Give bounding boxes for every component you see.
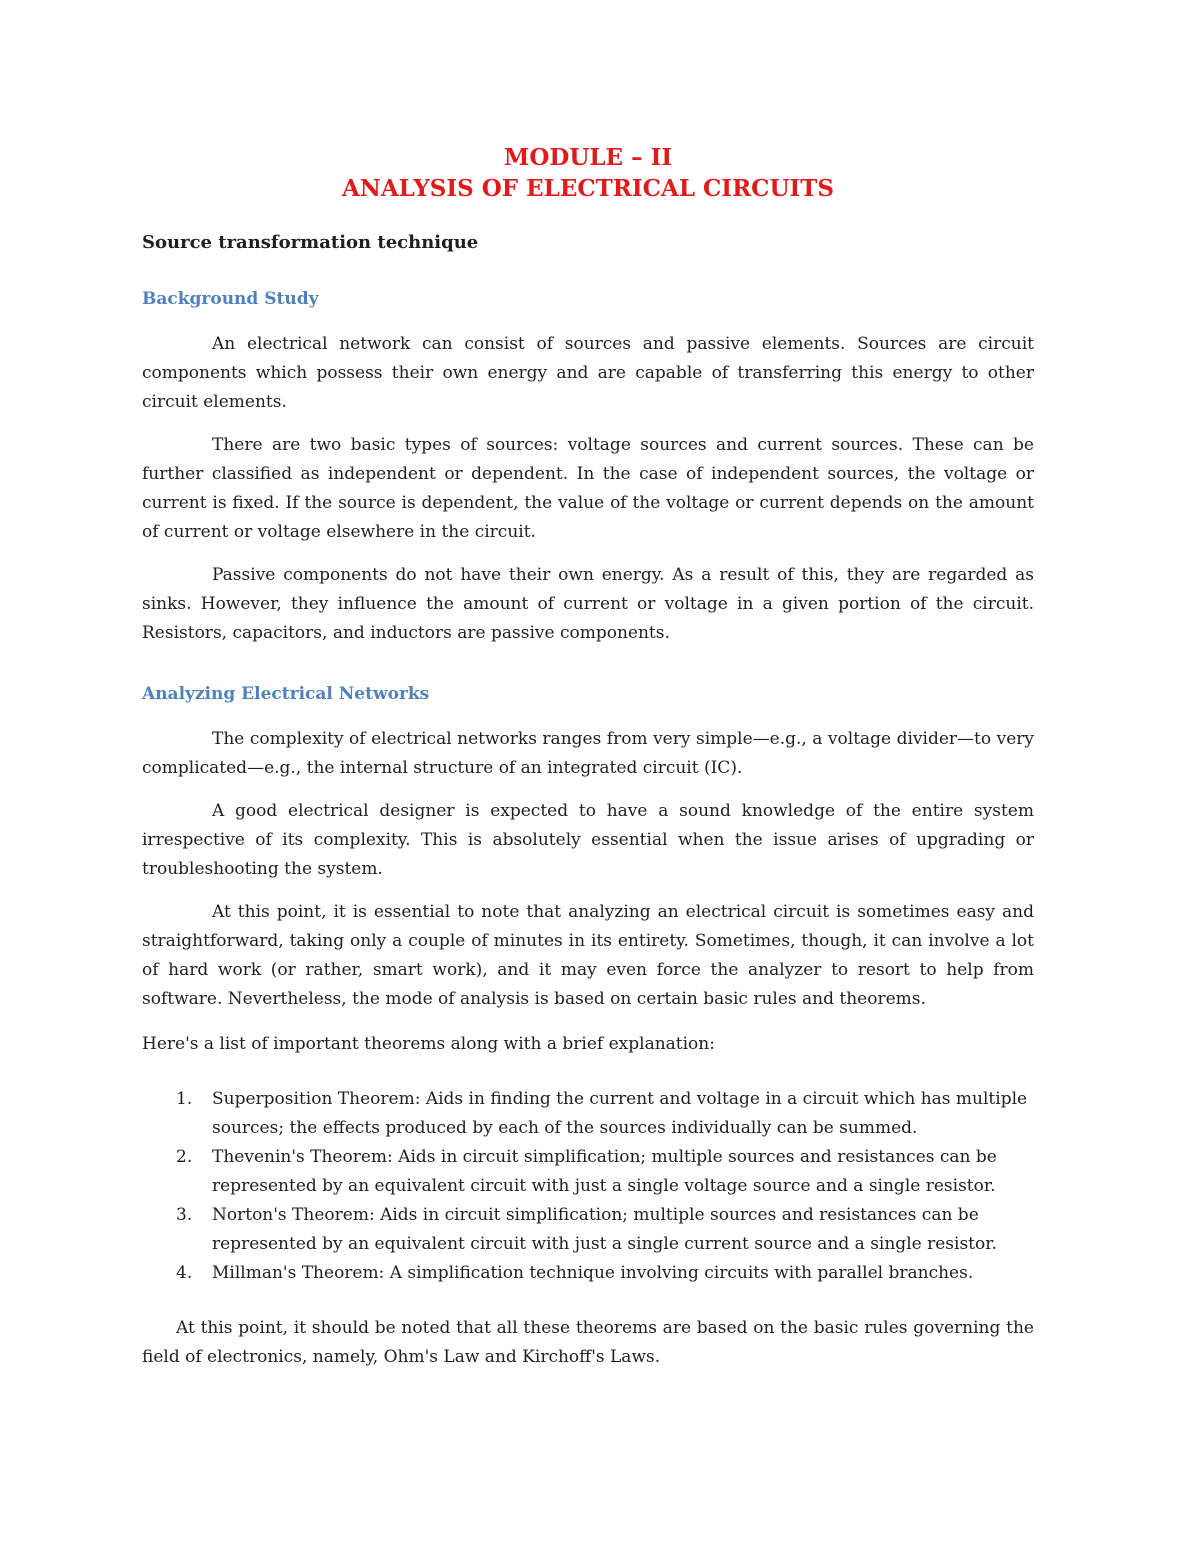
background-paragraph-1: An electrical network can consist of sources and passive elements. Sources are circuit components which possess their own energy and are capable of transferring this energy to other circuit elements.	[142, 334, 1034, 412]
list-item-number: 2.	[176, 1147, 193, 1167]
closing-paragraph: At this point, it should be noted that all these theorems are based on the basic rules governing the field of electronics, namely, Ohm's Law and Kirchoff's Laws.	[142, 1318, 1034, 1367]
list-item	[142, 1143, 1056, 1201]
list-item-text: Norton's Theorem: Aids in circuit simplification; multiple sources and resistances can be represented by an equivalent circuit with just a single current source and a single resistor.	[212, 1205, 997, 1254]
list-item-number: 3.	[176, 1205, 193, 1225]
analyzing-paragraph-1: The complexity of electrical networks ranges from very simple—e.g., a voltage divider—to very complicated—e.g., the internal structure of an integrated circuit (IC).	[142, 729, 1034, 778]
list-item-number: 4.	[176, 1263, 193, 1283]
analyzing-heading: Analyzing Electrical Networks	[142, 684, 430, 704]
list-item	[142, 1259, 1056, 1288]
list-item-text: Millman's Theorem: A simplification technique involving circuits with parallel branches.	[212, 1263, 974, 1283]
section-heading: Source transformation technique	[142, 232, 479, 253]
theorem-list	[142, 1085, 1056, 1288]
list-intro: Here's a list of important theorems along with a brief explanation:	[142, 1034, 715, 1054]
document-title: ANALYSIS OF ELECTRICAL CIRCUITS	[341, 175, 835, 202]
analyzing-paragraph-3: At this point, it is essential to note that analyzing an electrical circuit is sometimes easy and straightforward, taking only a couple of minutes in its entirety. Sometimes, though, it can involve a lot of hard work (or rather, smart work), and it may even force the analyzer to resort to help from software. Nevertheless, the mode of analysis is based on certain basic rules and theorems.	[142, 902, 1034, 1009]
background-heading: Background Study	[142, 289, 319, 309]
list-item-text: Thevenin's Theorem: Aids in circuit simplification; multiple sources and resistances can be represented by an equivalent circuit with just a single voltage source and a single resistor.	[212, 1147, 997, 1196]
analyzing-paragraph-2: A good electrical designer is expected to have a sound knowledge of the entire system irrespective of its complexity. This is absolutely essential when the issue arises of upgrading or troubleshooting the system.	[142, 801, 1034, 879]
list-item	[142, 1085, 1056, 1143]
background-paragraph-2: There are two basic types of sources: voltage sources and current sources. These can be further classified as independent or dependent. In the case of independent sources, the voltage or current is fixed. If the source is dependent, the value of the voltage or current depends on the amount of current or voltage elsewhere in the circuit.	[142, 435, 1034, 542]
module-label: MODULE – II	[503, 144, 673, 171]
background-paragraph-3: Passive components do not have their own energy. As a result of this, they are regarded as sinks. However, they influence the amount of current or voltage in a given portion of the circuit. Resistors, capacitors, and inductors are passive components.	[142, 565, 1034, 643]
list-item	[142, 1201, 1056, 1259]
document-page	[142, 142, 1034, 1372]
list-item-text: Superposition Theorem: Aids in finding the current and voltage in a circuit which has multiple sources; the effects produced by each of the sources individually can be summed.	[212, 1089, 1028, 1138]
list-item-number: 1.	[176, 1089, 193, 1109]
